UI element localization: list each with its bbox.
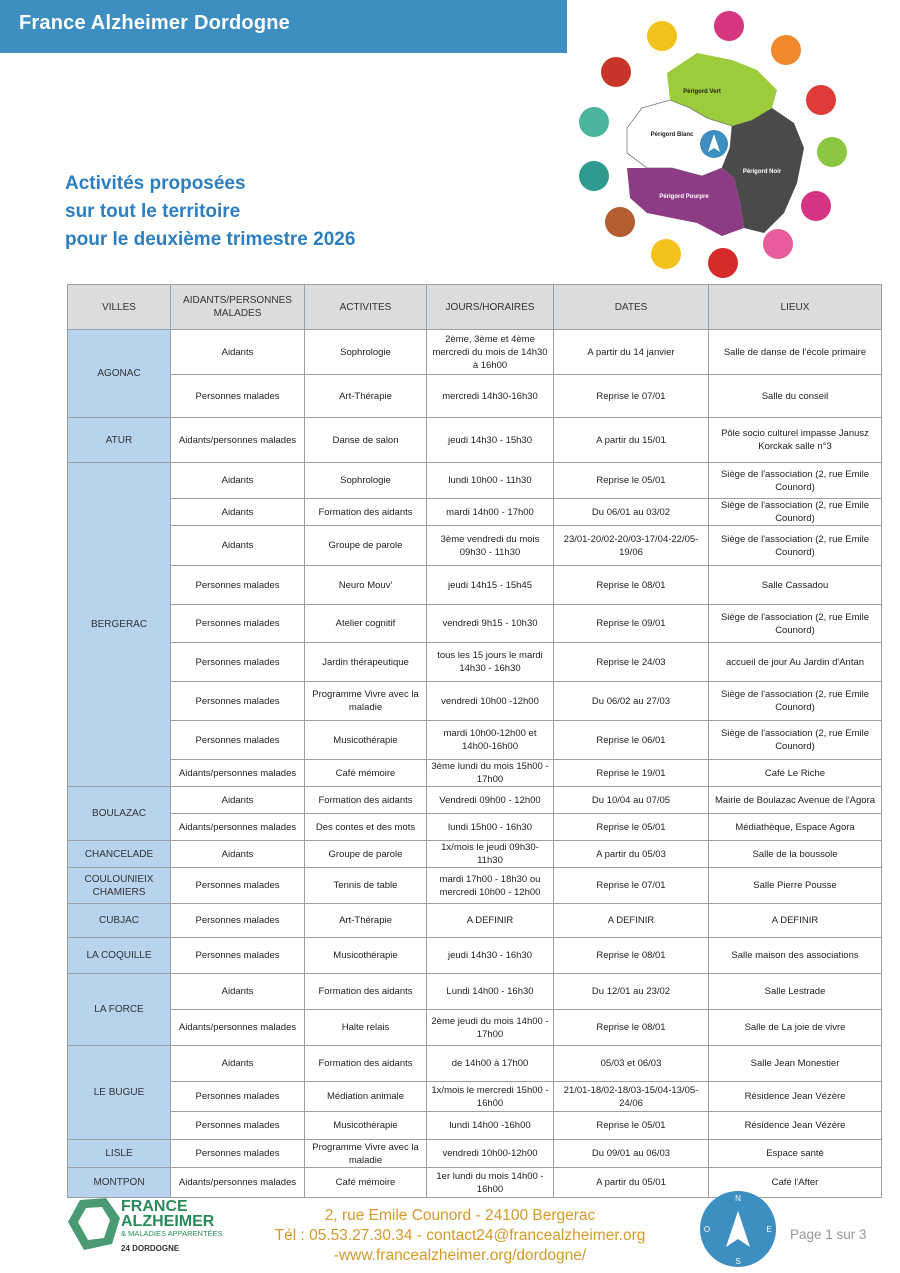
table-row xyxy=(68,1112,882,1140)
cell-who: Personnes malades xyxy=(171,605,305,643)
cell-place: Médiathèque, Espace Agora xyxy=(709,814,882,841)
region-label-noir: Périgord Noir xyxy=(742,169,782,175)
cell-place: Espace santé xyxy=(709,1140,882,1168)
cell-schedule: A DEFINIR xyxy=(427,904,554,938)
table-row xyxy=(68,330,882,375)
cell-place: Salle de danse de l'école primaire xyxy=(709,330,882,375)
table-row xyxy=(68,605,882,643)
cell-place: Salle de La joie de vivre xyxy=(709,1010,882,1046)
table-row xyxy=(68,1046,882,1082)
activity-icon xyxy=(801,191,831,221)
title-line: sur tout le territoire xyxy=(65,201,241,222)
table-header-row xyxy=(68,285,882,330)
cell-who: Personnes malades xyxy=(171,721,305,760)
cell-place: Siège de l'association (2, rue Emile Counord) xyxy=(709,721,882,760)
cell-place: Mairie de Boulazac Avenue de l'Agora xyxy=(709,787,882,814)
cell-schedule: 2ème jeudi du mois 14h00 - 17h00 xyxy=(427,1010,554,1046)
activity-icon xyxy=(714,11,744,41)
table-row xyxy=(68,868,882,904)
cell-activity: Programme Vivre avec la maladie xyxy=(305,1140,427,1168)
city-cell: MONTPON xyxy=(68,1168,171,1198)
table-row xyxy=(68,566,882,605)
cell-schedule: vendredi 9h15 - 10h30 xyxy=(427,605,554,643)
cell-schedule: tous les 15 jours le mardi 14h30 - 16h30 xyxy=(427,643,554,682)
activity-icon xyxy=(708,248,738,278)
cell-dates: Reprise le 07/01 xyxy=(554,868,709,904)
cell-dates: Reprise le 08/01 xyxy=(554,938,709,974)
cell-activity: Neuro Mouv' xyxy=(305,566,427,605)
table-row xyxy=(68,1082,882,1112)
logo-line4: 24 DORDOGNE xyxy=(121,1244,180,1253)
table-row xyxy=(68,682,882,721)
cell-who: Aidants xyxy=(171,1046,305,1082)
footer-contact xyxy=(250,1206,670,1266)
city-cell: ATUR xyxy=(68,418,171,463)
table-row xyxy=(68,643,882,682)
cell-dates: Reprise le 05/01 xyxy=(554,463,709,499)
cell-place: Café l'After xyxy=(709,1168,882,1198)
cell-activity: Sophrologie xyxy=(305,463,427,499)
cell-activity: Programme Vivre avec la maladie xyxy=(305,682,427,721)
city-cell: CHANCELADE xyxy=(68,841,171,868)
table-row xyxy=(68,526,882,566)
cell-who: Aidants xyxy=(171,974,305,1010)
city-cell: LA COQUILLE xyxy=(68,938,171,974)
cell-schedule: mardi 10h00-12h00 et 14h00-16h00 xyxy=(427,721,554,760)
cell-dates: Reprise le 24/03 xyxy=(554,643,709,682)
cell-dates: A partir du 15/01 xyxy=(554,418,709,463)
cell-dates: Reprise le 07/01 xyxy=(554,375,709,418)
cell-activity: Formation des aidants xyxy=(305,787,427,814)
cell-place: Salle Pierre Pousse xyxy=(709,868,882,904)
table-row xyxy=(68,463,882,499)
table-row xyxy=(68,974,882,1010)
cell-schedule: 1x/mois le jeudi 09h30-11h30 xyxy=(427,841,554,868)
cell-place: Siège de l'association (2, rue Emile Counord) xyxy=(709,605,882,643)
cell-dates: A partir du 14 janvier xyxy=(554,330,709,375)
column-header: VILLES xyxy=(68,285,171,330)
activity-icon xyxy=(806,85,836,115)
footer-website: -www.francealzheimer.org/dordogne/ xyxy=(333,1247,587,1264)
cell-schedule: lundi 10h00 - 11h30 xyxy=(427,463,554,499)
table-row xyxy=(68,1010,882,1046)
cell-dates: Du 12/01 au 23/02 xyxy=(554,974,709,1010)
cell-place: A DEFINIR xyxy=(709,904,882,938)
cell-place: Salle Jean Monestier xyxy=(709,1046,882,1082)
city-cell: AGONAC xyxy=(68,330,171,418)
cell-activity: Café mémoire xyxy=(305,760,427,787)
cell-place: Salle maison des associations xyxy=(709,938,882,974)
cell-who: Aidants/personnes malades xyxy=(171,418,305,463)
cell-activity: Musicothérapie xyxy=(305,721,427,760)
table-row xyxy=(68,721,882,760)
cell-activity: Formation des aidants xyxy=(305,1046,427,1082)
table-row xyxy=(68,760,882,787)
title-line: Activités proposées xyxy=(65,173,246,194)
cell-place: Siège de l'association (2, rue Emile Counord) xyxy=(709,526,882,566)
cell-schedule: Lundi 14h00 - 16h30 xyxy=(427,974,554,1010)
cell-dates: Reprise le 08/01 xyxy=(554,566,709,605)
page-number: Page 1 sur 3 xyxy=(790,1227,867,1242)
table-row xyxy=(68,787,882,814)
region-label-pourpre: Périgord Pourpre xyxy=(659,194,709,200)
city-cell: BERGERAC xyxy=(68,463,171,787)
table-row xyxy=(68,814,882,841)
table-row xyxy=(68,938,882,974)
cell-activity: Atelier cognitif xyxy=(305,605,427,643)
logo-line3: & MALADIES APPARENTÉES xyxy=(121,1229,223,1238)
cell-activity: Musicothérapie xyxy=(305,938,427,974)
cell-who: Aidants xyxy=(171,787,305,814)
cell-schedule: jeudi 14h30 - 15h30 xyxy=(427,418,554,463)
region-pourpre-shape xyxy=(627,168,744,236)
svg-text:O: O xyxy=(703,1225,711,1234)
cell-schedule: 1x/mois le mercredi 15h00 - 16h00 xyxy=(427,1082,554,1112)
perigord-map xyxy=(572,8,862,283)
cell-schedule: vendredi 10h00 -12h00 xyxy=(427,682,554,721)
cell-activity: Médiation animale xyxy=(305,1082,427,1112)
cell-dates: Reprise le 05/01 xyxy=(554,814,709,841)
cell-dates: A partir du 05/01 xyxy=(554,1168,709,1198)
column-header: ACTIVITES xyxy=(305,285,427,330)
table-row xyxy=(68,499,882,526)
cell-dates: Reprise le 08/01 xyxy=(554,1010,709,1046)
activity-icon xyxy=(647,21,677,51)
cell-dates: A DEFINIR xyxy=(554,904,709,938)
cell-schedule: mardi 14h00 - 17h00 xyxy=(427,499,554,526)
cell-dates: Du 10/04 au 07/05 xyxy=(554,787,709,814)
activity-icon xyxy=(579,107,609,137)
cell-place: Pôle socio culturel impasse Janusz Korckak salle n°3 xyxy=(709,418,882,463)
cell-place: Résidence Jean Vézère xyxy=(709,1112,882,1140)
svg-text:N: N xyxy=(735,1194,741,1203)
column-header: LIEUX xyxy=(709,285,882,330)
cell-schedule: jeudi 14h15 - 15h45 xyxy=(427,566,554,605)
cell-activity: Art-Thérapie xyxy=(305,904,427,938)
cell-schedule: 1er lundi du mois 14h00 - 16h00 xyxy=(427,1168,554,1198)
cell-dates: 23/01-20/02-20/03-17/04-22/05-19/06 xyxy=(554,526,709,566)
city-cell: LA FORCE xyxy=(68,974,171,1046)
compass-icon xyxy=(698,1189,778,1269)
table-row xyxy=(68,418,882,463)
region-label-vert: Périgord Vert xyxy=(683,89,721,95)
activity-icon xyxy=(771,35,801,65)
cell-activity: Café mémoire xyxy=(305,1168,427,1198)
cell-schedule: mardi 17h00 - 18h30 ou mercredi 10h00 - 12h00 xyxy=(427,868,554,904)
table-row xyxy=(68,1140,882,1168)
header-bar xyxy=(0,0,567,53)
cell-dates: Reprise le 05/01 xyxy=(554,1112,709,1140)
cell-who: Aidants/personnes malades xyxy=(171,814,305,841)
column-header: DATES xyxy=(554,285,709,330)
cell-activity: Formation des aidants xyxy=(305,974,427,1010)
footer-address: 2, rue Emile Counord - 24100 Bergerac xyxy=(324,1207,596,1224)
city-cell: LISLE xyxy=(68,1140,171,1168)
cell-who: Aidants xyxy=(171,330,305,375)
activity-icon xyxy=(763,229,793,259)
page-title xyxy=(65,170,355,254)
cell-activity: Formation des aidants xyxy=(305,499,427,526)
footer-phone-email: Tél : 05.53.27.30.34 - contact24@francealzheimer.org xyxy=(274,1227,646,1244)
cell-activity: Groupe de parole xyxy=(305,526,427,566)
cell-who: Personnes malades xyxy=(171,1112,305,1140)
cell-schedule: Vendredi 09h00 - 12h00 xyxy=(427,787,554,814)
cell-who: Personnes malades xyxy=(171,566,305,605)
cell-activity: Halte relais xyxy=(305,1010,427,1046)
svg-text:E: E xyxy=(766,1225,772,1234)
column-header: JOURS/HORAIRES xyxy=(427,285,554,330)
cell-activity: Groupe de parole xyxy=(305,841,427,868)
cell-place: Siège de l'association (2, rue Emile Counord) xyxy=(709,463,882,499)
cell-who: Personnes malades xyxy=(171,904,305,938)
activity-icon xyxy=(579,161,609,191)
cell-place: Siège de l'association (2, rue Emile Counord) xyxy=(709,499,882,526)
france-alzheimer-logo xyxy=(66,1192,246,1258)
cell-place: Siège de l'association (2, rue Emile Counord) xyxy=(709,682,882,721)
cell-who: Aidants xyxy=(171,463,305,499)
table-row xyxy=(68,904,882,938)
activity-icon xyxy=(817,137,847,167)
city-cell: BOULAZAC xyxy=(68,787,171,841)
cell-activity: Tennis de table xyxy=(305,868,427,904)
activities-table-wrap xyxy=(67,284,882,1198)
table-row xyxy=(68,375,882,418)
cell-schedule: vendredi 10h00-12h00 xyxy=(427,1140,554,1168)
cell-schedule: de 14h00 à 17h00 xyxy=(427,1046,554,1082)
city-cell: CUBJAC xyxy=(68,904,171,938)
cell-activity: Art-Thérapie xyxy=(305,375,427,418)
cell-activity: Jardin thérapeutique xyxy=(305,643,427,682)
org-name: France Alzheimer Dordogne xyxy=(19,12,290,34)
cell-dates: Reprise le 19/01 xyxy=(554,760,709,787)
cell-dates: Reprise le 06/01 xyxy=(554,721,709,760)
cell-who: Aidants/personnes malades xyxy=(171,1168,305,1198)
activity-icon xyxy=(601,57,631,87)
cell-who: Personnes malades xyxy=(171,1082,305,1112)
cell-schedule: 3ème lundi du mois 15h00 - 17h00 xyxy=(427,760,554,787)
title-line: pour le deuxième trimestre 2026 xyxy=(65,229,356,250)
svg-text:S: S xyxy=(735,1257,741,1266)
cell-schedule: 3ème vendredi du mois 09h30 - 11h30 xyxy=(427,526,554,566)
cell-place: Salle Cassadou xyxy=(709,566,882,605)
cell-who: Aidants xyxy=(171,526,305,566)
region-label-blanc: Périgord Blanc xyxy=(650,132,694,138)
cell-activity: Sophrologie xyxy=(305,330,427,375)
cell-dates: A partir du 05/03 xyxy=(554,841,709,868)
city-cell: COULOUNIEIX CHAMIERS xyxy=(68,868,171,904)
cell-schedule: 2ème, 3ème et 4ème mercredi du mois de 14h30 à 16h00 xyxy=(427,330,554,375)
activities-table xyxy=(67,284,882,1198)
cell-dates: Reprise le 09/01 xyxy=(554,605,709,643)
cell-place: Salle du conseil xyxy=(709,375,882,418)
cell-who: Personnes malades xyxy=(171,643,305,682)
cell-dates: Du 09/01 au 06/03 xyxy=(554,1140,709,1168)
cell-who: Aidants/personnes malades xyxy=(171,760,305,787)
cell-who: Aidants xyxy=(171,841,305,868)
cell-place: Café Le Riche xyxy=(709,760,882,787)
cell-dates: Du 06/02 au 27/03 xyxy=(554,682,709,721)
activity-icon xyxy=(605,207,635,237)
cell-dates: Du 06/01 au 03/02 xyxy=(554,499,709,526)
cell-who: Personnes malades xyxy=(171,938,305,974)
cell-activity: Musicothérapie xyxy=(305,1112,427,1140)
cell-schedule: mercredi 14h30-16h30 xyxy=(427,375,554,418)
column-header: AIDANTS/PERSONNES MALADES xyxy=(171,285,305,330)
cell-activity: Danse de salon xyxy=(305,418,427,463)
cell-place: Salle Lestrade xyxy=(709,974,882,1010)
cell-place: Salle de la boussole xyxy=(709,841,882,868)
logo-line2: ALZHEIMER xyxy=(121,1213,215,1230)
cell-schedule: lundi 14h00 -16h00 xyxy=(427,1112,554,1140)
cell-who: Personnes malades xyxy=(171,682,305,721)
cell-who: Personnes malades xyxy=(171,868,305,904)
cell-dates: 21/01-18/02-18/03-15/04-13/05-24/06 xyxy=(554,1082,709,1112)
cell-who: Aidants xyxy=(171,499,305,526)
cell-schedule: lundi 15h00 - 16h30 xyxy=(427,814,554,841)
city-cell: LE BUGUE xyxy=(68,1046,171,1140)
cell-place: accueil de jour Au Jardin d'Antan xyxy=(709,643,882,682)
table-body xyxy=(68,330,882,1198)
cell-place: Résidence Jean Vézère xyxy=(709,1082,882,1112)
cell-who: Aidants/personnes malades xyxy=(171,1010,305,1046)
cell-who: Personnes malades xyxy=(171,375,305,418)
cell-schedule: jeudi 14h30 - 16h30 xyxy=(427,938,554,974)
cell-activity: Des contes et des mots xyxy=(305,814,427,841)
table-row xyxy=(68,841,882,868)
cell-dates: 05/03 et 06/03 xyxy=(554,1046,709,1082)
activity-icon xyxy=(651,239,681,269)
logo-line1: FRANCE xyxy=(121,1198,188,1215)
cell-who: Personnes malades xyxy=(171,1140,305,1168)
